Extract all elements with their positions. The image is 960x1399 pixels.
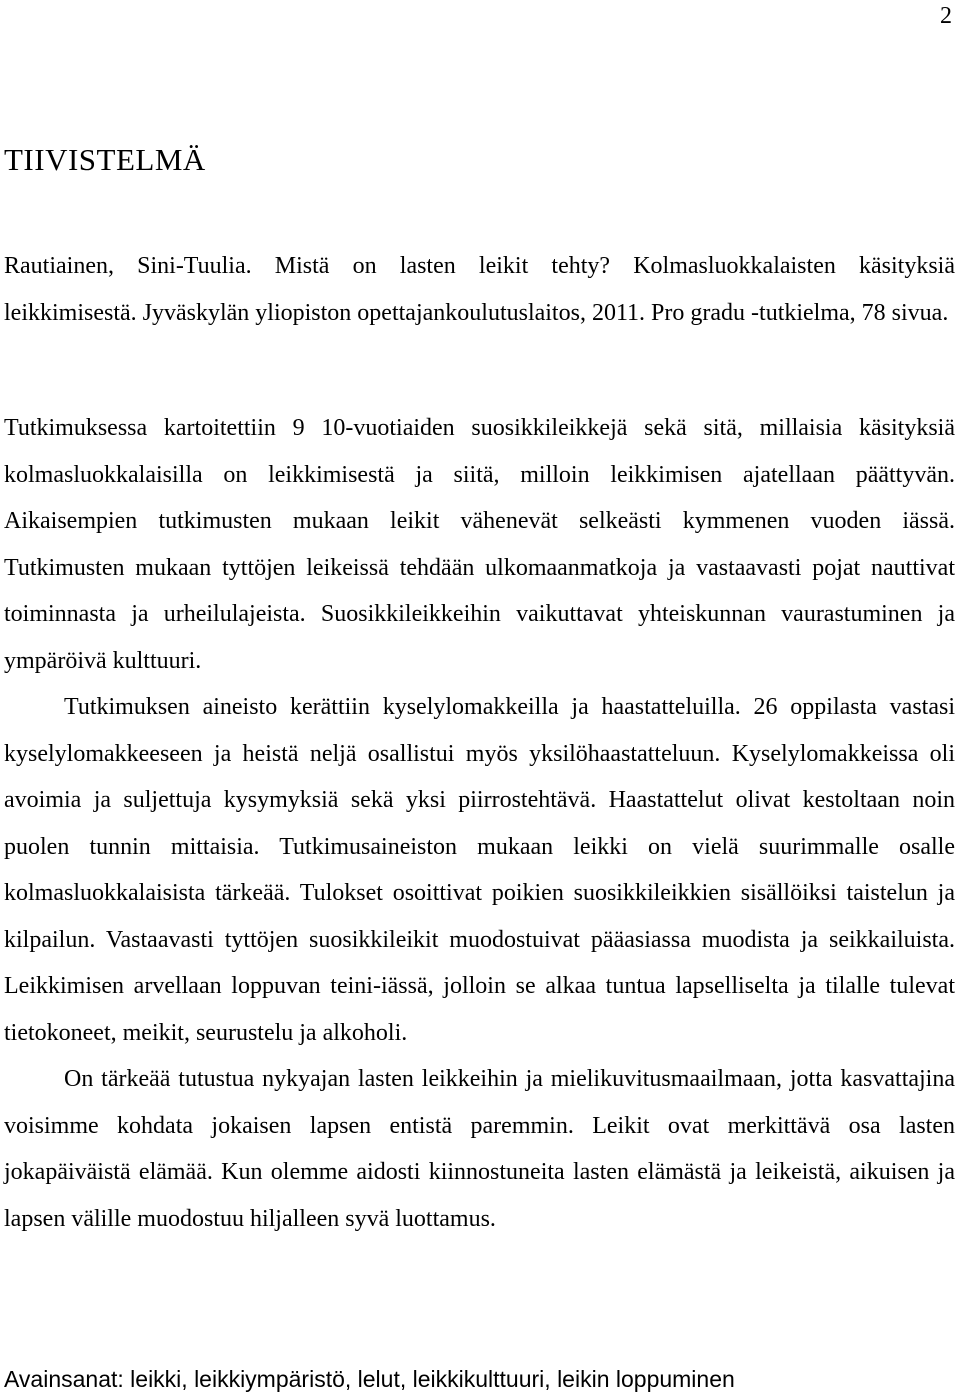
- reference-text: Rautiainen, Sini-Tuulia. Mistä on lasten leikit tehty? Kolmasluokkalaisten käsityksiä leikkimisestä. Jyväskylän yliopiston opettajankoulutuslaitos, 2011. Pro gradu -tutkielma, 78 sivua.: [4, 253, 955, 326]
- abstract-body: [4, 405, 955, 1242]
- bibliographic-reference: [4, 243, 955, 336]
- keywords: Avainsanat: leikki, leikkiympäristö, lelut, leikkikulttuuri, leikin loppuminen: [4, 1366, 735, 1392]
- abstract-paragraph-3: On tärkeää tutustua nykyajan lasten leikkeihin ja mielikuvitusmaailmaan, jotta kasvattajina voisimme kohdata jokaisen lapsen entistä paremmin. Leikit ovat merkittävä osa lasten jokapäiväistä elämää. Kun olemme aidosti kiinnostuneita lasten elämästä ja leikeistä, aikuisen ja lapsen välille muodostuu hiljalleen syvä luottamus.: [4, 1066, 955, 1232]
- abstract-paragraph-2: Tutkimuksen aineisto kerättiin kyselylomakkeilla ja haastatteluilla. 26 oppilasta vastasi kyselylomakkeeseen ja heistä neljä osallistui myös yksilöhaastatteluun. Kyselylomakkeissa oli avoimia ja suljettuja kysymyksiä sekä yksi piirrostehtävä. Haastattelut olivat kestoltaan noin puolen tunnin mittaisia. Tutkimusaineiston mukaan leikki on vielä suurimmalle osalle kolmasluokkalaisista tärkeää. Tulokset osoittivat poikien suosikkileikkien sisällöiksi taistelun ja kilpailun. Vastaavasti tyttöjen suosikkileikit muodostuivat pääasiassa muodista ja seikkailuista. Leikkimisen arvellaan loppuvan teini-iässä, jolloin se alkaa tuntua lapselliselta ja tilalle tulevat tietokoneet, meikit, seurustelu ja alkoholi.: [4, 694, 955, 1046]
- page-title: TIIVISTELMÄ: [4, 142, 206, 177]
- page-number: 2: [940, 3, 952, 29]
- abstract-paragraph-1: Tutkimuksessa kartoitettiin 9 10-vuotiaiden suosikkileikkejä sekä sitä, millaisia käsityksiä kolmasluokkalaisilla on leikkimisestä ja siitä, milloin leikkimisen ajatellaan päättyvän. Aikaisempien tutkimusten mukaan leikit vähenevät selkeästi kymmenen vuoden iässä. Tutkimusten mukaan tyttöjen leikeissä tehdään ulkomaanmatkoja ja vastaavasti pojat nauttivat toiminnasta ja urheilulajeista. Suosikkileikkeihin vaikuttavat yhteiskunnan vaurastuminen ja ympäröivä kulttuuri.: [4, 415, 955, 674]
